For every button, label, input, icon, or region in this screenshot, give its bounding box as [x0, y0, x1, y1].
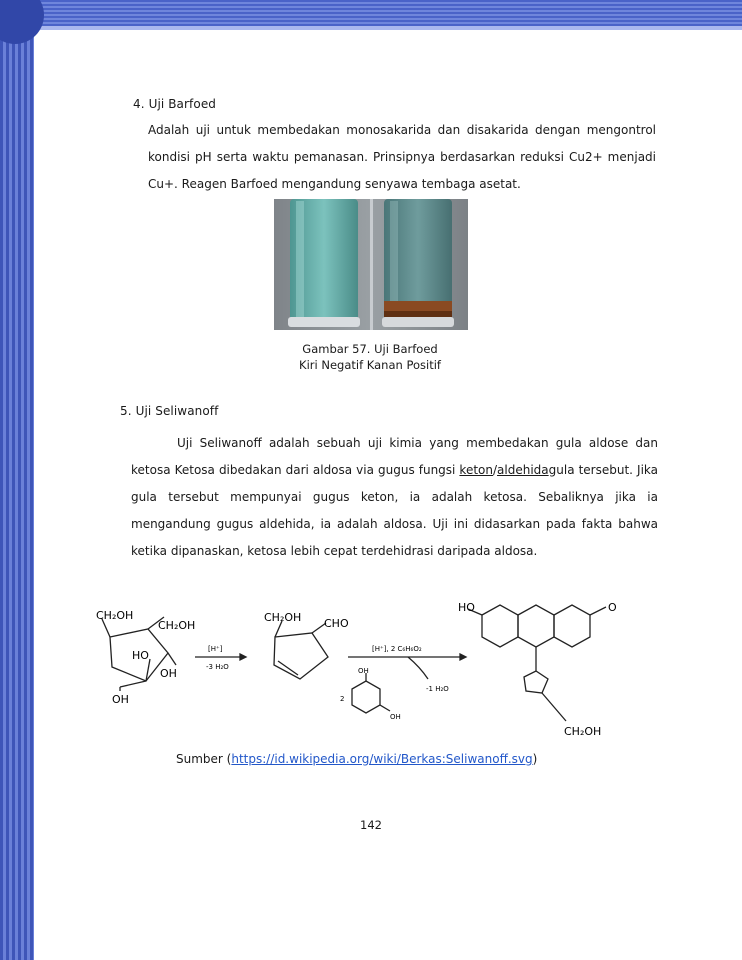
- barfoed-test-tubes-illustration: [274, 199, 468, 330]
- source-link[interactable]: https://id.wikipedia.org/wiki/Berkas:Seliwanoff.svg: [231, 752, 533, 766]
- section-4-paragraph: Adalah uji untuk membedakan monosakarida dan disakarida dengan mengontrol kondisi pH serta waktu pemanasan. Prinsipnya berdasarkan reduksi Cu2+ menjadi Cu+. Reagen Barfoed mengandung senyawa tembaga asetat.: [148, 123, 656, 191]
- page-number: 142: [360, 818, 382, 832]
- left-border-decoration: [0, 0, 34, 960]
- arrow2-reagent: [H⁺], 2 C₆H₆O₂: [372, 645, 422, 653]
- label-cho: CHO: [324, 617, 349, 630]
- top-border-decoration: [0, 0, 742, 26]
- corner-ornament: [0, 0, 44, 44]
- label-oh-1: OH: [160, 667, 177, 680]
- slash-separator: /: [492, 463, 498, 477]
- arrow1-reagent: [H⁺]: [208, 645, 223, 653]
- barfoed-test-photo: [274, 199, 468, 330]
- label-ho: HO: [132, 649, 149, 662]
- section-5-heading: 5. Uji Seliwanoff: [120, 404, 219, 418]
- keton-link[interactable]: keton: [459, 463, 493, 477]
- label-ch2oh-1: CH₂OH: [96, 609, 134, 622]
- figure-source: [176, 752, 537, 766]
- figure-57-caption-line1: Gambar 57. Uji Barfoed: [302, 342, 438, 356]
- section-4-heading: 4. Uji Barfoed: [133, 97, 217, 111]
- label-ho-2: HO: [458, 601, 475, 614]
- resorcinol-count: 2: [340, 695, 345, 703]
- xanthene-right-ring: [554, 605, 590, 647]
- label-ch2oh-2: CH₂OH: [158, 619, 196, 632]
- label-ch2oh-3: CH₂OH: [264, 611, 302, 624]
- top-border-accent: [0, 26, 742, 30]
- xanthene-left-ring: [482, 605, 518, 647]
- label-ch2oh-4: CH₂OH: [564, 725, 602, 738]
- seliwanoff-reaction-scheme: [90, 595, 670, 743]
- source-suffix: ): [532, 752, 538, 766]
- figure-57-caption-line2: Kiri Negatif Kanan Positif: [299, 358, 441, 372]
- source-prefix: Sumber (: [176, 752, 232, 766]
- label-oh-2: OH: [112, 693, 129, 706]
- xanthene-center-ring: [518, 605, 554, 647]
- resorcinol-oh-1: OH: [358, 667, 369, 675]
- arrow1-byproduct: -3 H₂O: [206, 663, 229, 671]
- label-o: O: [608, 601, 617, 614]
- hmf-ring: [274, 633, 328, 679]
- product-furan-ring: [524, 671, 548, 693]
- arrow2-byproduct: -1 H₂O: [426, 685, 449, 693]
- section-5-text-part1: Uji Seliwanoff adalah sebuah uji kimia yang membedakan gula aldose dan ketosa Ketosa dibedakan dari aldosa via gugus fungsi: [131, 436, 658, 477]
- resorcinol-oh-2: OH: [390, 713, 401, 721]
- resorcinol-ring: [352, 681, 380, 713]
- section-5-paragraph: [131, 430, 658, 565]
- section-5-text-part2: gula tersebut. Jika gula tersebut mempunyai gugus keton, ia adalah ketosa. Sebaliknya jika ia mengandung gugus aldehida, ia adalah aldosa. Uji ini didasarkan pada fakta bahwa ketika dipanaskan, ketosa lebih cepat terdehidrasi daripada aldosa.: [131, 463, 658, 558]
- aldehida-link[interactable]: aldehida: [497, 463, 549, 477]
